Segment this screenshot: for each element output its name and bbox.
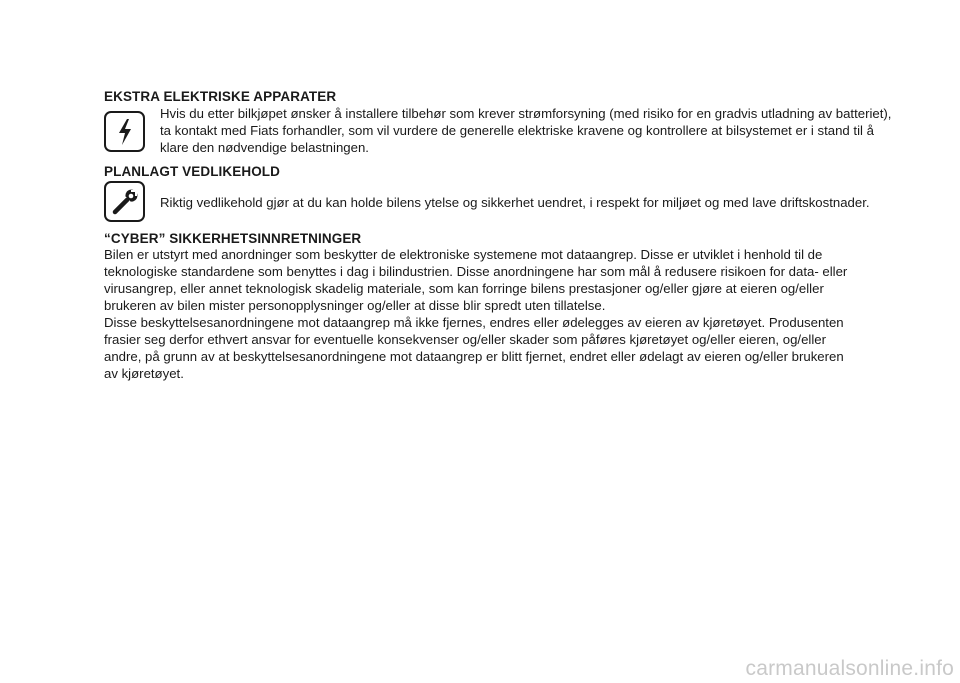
text-line: andre, på grunn av at beskyttelsesanordningene mot dataangrep er blitt fjernet, endret eller ødelagt av eieren og/eller brukeren bbox=[104, 349, 844, 364]
text-line: frasier seg derfor ethvert ansvar for eventuelle konsekvenser og/eller skader som påføres kjøretøyet og/eller eieren, og/eller bbox=[104, 332, 826, 347]
text-line: teknologiske standardene som benyttes i dag i bilindustrien. Disse anordningene har som mål å redusere risikoen for data- eller bbox=[104, 264, 848, 279]
text-line: Bilen er utstyrt med anordninger som beskytter de elektroniske systemene mot dataangrep. Disse er utviklet i henhold til de bbox=[104, 247, 823, 262]
text-line: Riktig vedlikehold gjør at du kan holde bilens ytelse og sikkerhet uendret, i respekt for miljøet og med lave driftskostnader. bbox=[160, 195, 870, 210]
vedlikehold-paragraph bbox=[160, 194, 870, 211]
text-line: ta kontakt med Fiats forhandler, som vil vurdere de generelle elektriske kravene og kontrollere at bilsystemet er i stand til å bbox=[160, 123, 874, 138]
lightning-bolt-icon bbox=[104, 111, 145, 152]
cyber-paragraph-2 bbox=[104, 314, 844, 382]
wrench-icon bbox=[104, 181, 145, 222]
text-line: klare den nødvendige belastningen. bbox=[160, 140, 369, 155]
ekstra-paragraph bbox=[160, 105, 891, 156]
text-line: virusangrep, eller annet teknologisk skadelig materiale, som kan forringe bilens prestasjoner og/eller gjøre at eieren og/eller bbox=[104, 281, 824, 296]
section-title-ekstra: EKSTRA ELEKTRISKE APPARATER bbox=[104, 89, 337, 104]
section-title-cyber: “CYBER” SIKKERHETSINNRETNINGER bbox=[104, 231, 362, 246]
cyber-paragraph-1 bbox=[104, 246, 847, 314]
text-line: Disse beskyttelsesanordningene mot dataangrep må ikke fjernes, endres eller ødelegges av eieren av kjøretøyet. Produsenten bbox=[104, 315, 844, 330]
watermark: carmanualsonline.info bbox=[745, 657, 954, 680]
section-title-vedlikehold: PLANLAGT VEDLIKEHOLD bbox=[104, 164, 280, 179]
text-line: Hvis du etter bilkjøpet ønsker å installere tilbehør som krever strømforsyning (med risiko for en gradvis utladning av batteriet), bbox=[160, 106, 892, 121]
text-line: av kjøretøyet. bbox=[104, 366, 184, 381]
text-line: brukeren av bilen mister personopplysninger og/eller at disse blir spredt uten tillatelse. bbox=[104, 298, 606, 313]
